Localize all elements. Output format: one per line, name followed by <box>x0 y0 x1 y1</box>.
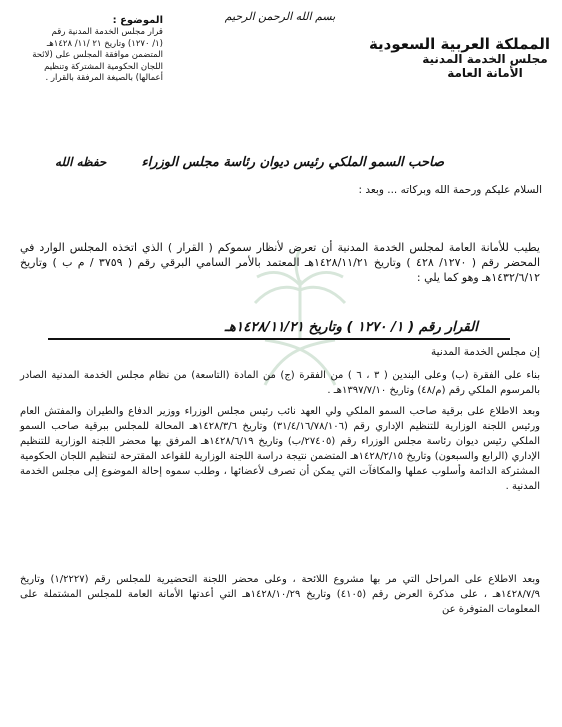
subject-line: المتضمن موافقة المجلس على (لائحة <box>32 50 163 60</box>
body-paragraph: وبعد الاطلاع على برقية صاحب السمو الملكي ولي العهد نائب رئيس مجلس الوزراء ووزير الدفاع والطيران والمفتش العام ورئيس اللجنة الوزارية للتنظيم الإداري رقم (٣١/٤/١٦/٧٨/١٠٦) وتاريخ ١٤٢٨/٣/٦هـ المحالة للمجلس ببرقية صاحب السمو الملكي رئيس ديوان رئاسة مجلس الوزراء رقم (٢٧٤٠٥/ب) وتاريخ ١٤٢٨/٦/١٩هـ المرفق بها محضر اللجنة الوزارية للتنظيم الإداري (الرابع والسبعون) وتاريخ ١٤٢٨/٢/١٥هـ المتضمن نتيجة دراسة اللجنة الوزارية للقواعد المقترحة لتنظيم اللجان الحكومية المشتركة الدائمة وأسلوب عملها والمكافآت التي يمكن أن تصرف لأعضائها ، وطلب سموه إحالة الموضوع إلى مجلس الخدمة المدنية . <box>20 406 540 492</box>
council-name: مجلس الخدمة المدنية <box>422 52 548 66</box>
basmala: بسم الله الرحمن الرحيم <box>224 10 336 23</box>
honorific: حفظه الله <box>55 155 107 169</box>
subject-line: (١/ ١٢٧٠) وتاريخ ٢١ /١١/ ١٤٢٨هـ <box>46 38 163 49</box>
subject-line: أعمالها) بالصيغة المرفقة بالقرار . <box>45 73 163 83</box>
heading-underline <box>48 338 510 340</box>
decision-heading: القرار رقم ( ١/ ١٢٧٠ ) وتاريخ ١٤٢٨/١١/٢١هـ <box>224 319 478 335</box>
subject-line: قرار مجلس الخدمة المدنية رقم <box>51 27 163 37</box>
secretariat-name: الأمانة العامة <box>447 66 523 80</box>
subject-box <box>28 14 163 85</box>
kingdom-name: المملكة العربية السعودية <box>368 35 550 53</box>
body-paragraph: وبعد الاطلاع على المراحل التي مر بها مشروع اللائحة ، وعلى محضر اللجنة التحضيرية للمجلس رقم (١/٢٢٢٧) وتاريخ ١٤٢٨/٧/٩هـ ، على مذكرة العرض رقم (٤١٠٥) وتاريخ ١٤٢٨/١٠/٢٩هـ التي أعدتها الأمانة العامة للمجلس المشتملة على المعلومات المتوفرة عن <box>20 574 540 615</box>
intro-paragraph: يطيب للأمانة العامة لمجلس الخدمة المدنية أن تعرض لأنظار سموكم ( القرار ) الذي اتخذه المجلس الوارد في المحضر رقم ( ١٢٧٠/ ٤٢٨ ) وتاريخ ١٤٢٨/١١/٢١هـ المعتمد بالأمر السامي البرقي رقم ( ٣٧٥٩ / م ب ) وتاريخ ١٤٣٢/٦/١٢هـ وهو كما يلي : <box>20 241 541 284</box>
addressee: صاحب السمو الملكي رئيس ديوان رئاسة مجلس الوزراء <box>141 155 444 170</box>
subject-label: الموضوع : <box>112 15 163 26</box>
body-paragraph: بناء على الفقرة (ب) وعلى البندين ( ٣ ، ٦ ) من الفقرة (ج) من المادة (التاسعة) من نظام مجلس الخدمة المدنية الصادر بالمرسوم الملكي رقم (م/٤٨) وتاريخ ١٣٩٧/٧/١٠هـ . <box>20 370 540 396</box>
greeting: السلام عليكم ورحمة الله وبركاته ... وبعد : <box>358 184 542 196</box>
council-line: إن مجلس الخدمة المدنية <box>431 346 540 358</box>
subject-line: اللجان الحكومية المشتركة وتنظيم <box>44 61 163 72</box>
letterhead <box>368 35 550 80</box>
